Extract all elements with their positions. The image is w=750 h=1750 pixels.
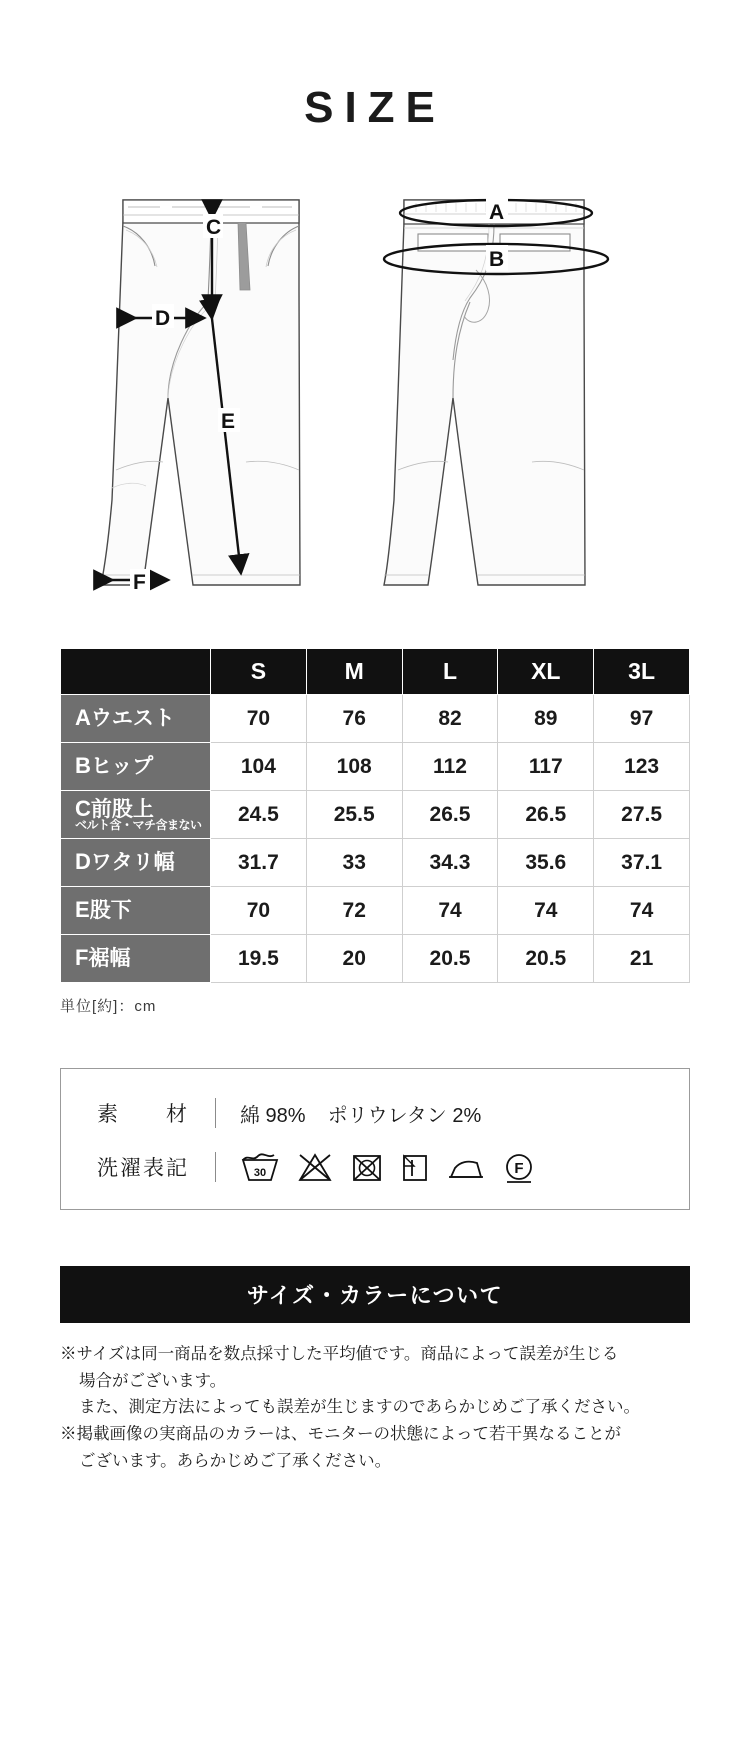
cell-waist-XL: 89 <box>498 695 594 743</box>
row-letter: F <box>75 945 89 971</box>
cell-rise-S: 24.5 <box>211 791 307 839</box>
row-letter: D <box>75 849 91 875</box>
cell-hip-XL: 117 <box>498 743 594 791</box>
row-letter: C <box>75 796 91 822</box>
label-E: E <box>221 410 236 433</box>
cell-thigh-M: 33 <box>306 839 402 887</box>
row-name: ウエスト <box>90 707 175 731</box>
cell-hem-S: 19.5 <box>211 935 307 983</box>
material-row <box>61 1091 689 1135</box>
notice-line-3: また、測定方法によっても誤差が生じますのであらかじめご了承ください。 <box>79 1398 640 1417</box>
col-header-3L: 3L <box>594 649 690 695</box>
cell-waist-3L: 97 <box>594 695 690 743</box>
no-bleach-icon <box>296 1150 334 1184</box>
cell-inseam-S: 70 <box>211 887 307 935</box>
table-row <box>61 695 690 743</box>
table-row <box>61 935 690 983</box>
notice-heading: サイズ・カラーについて <box>60 1266 690 1323</box>
care-label: 洗濯表記 <box>97 1157 189 1180</box>
label-B: B <box>489 248 505 271</box>
label-A: A <box>489 201 505 224</box>
dryclean-f-icon <box>502 1150 536 1184</box>
col-header-M: M <box>306 649 402 695</box>
row-header-waist <box>61 695 211 743</box>
table-row <box>61 743 690 791</box>
col-header-L: L <box>402 649 498 695</box>
no-tumble-dry-icon <box>350 1150 384 1184</box>
front-view <box>101 200 300 585</box>
divider <box>215 1152 216 1182</box>
notice-line-4: ※掲載画像の実商品のカラーは、モニターの状態によって若干異なることが <box>60 1425 621 1444</box>
cell-hip-M: 108 <box>306 743 402 791</box>
size-table-wrap <box>60 648 690 1016</box>
row-header-front-rise <box>61 791 211 839</box>
row-header-hip <box>61 743 211 791</box>
col-header-S: S <box>211 649 307 695</box>
cell-waist-M: 76 <box>306 695 402 743</box>
svg-text:30: 30 <box>253 1167 267 1179</box>
cell-hem-XL: 20.5 <box>498 935 594 983</box>
divider <box>215 1098 216 1128</box>
care-row <box>61 1145 689 1189</box>
cell-hem-3L: 21 <box>594 935 690 983</box>
cell-hip-S: 104 <box>211 743 307 791</box>
cell-waist-L: 82 <box>402 695 498 743</box>
row-name: ワタリ幅 <box>90 851 175 875</box>
svg-text:F: F <box>514 1160 524 1177</box>
row-subnote: ベルト含・マチ含まない <box>75 818 202 833</box>
notice-line-1: ※サイズは同一商品を数点採寸した平均値です。商品によって誤差が生じる <box>60 1345 619 1363</box>
row-letter: A <box>75 705 91 731</box>
cell-inseam-L: 74 <box>402 887 498 935</box>
cell-hem-L: 20.5 <box>402 935 498 983</box>
cell-thigh-XL: 35.6 <box>498 839 594 887</box>
row-header-inseam <box>61 887 211 935</box>
cell-waist-S: 70 <box>211 695 307 743</box>
cell-hip-L: 112 <box>402 743 498 791</box>
row-header-thigh <box>61 839 211 887</box>
notice-line-5: ございます。あらかじめご了承ください。 <box>79 1451 392 1470</box>
row-letter: B <box>75 753 91 779</box>
cell-rise-M: 25.5 <box>306 791 402 839</box>
cell-thigh-3L: 37.1 <box>594 839 690 887</box>
row-header-hem <box>61 935 211 983</box>
cell-thigh-L: 34.3 <box>402 839 498 887</box>
table-row <box>61 791 690 839</box>
cell-thigh-S: 31.7 <box>211 839 307 887</box>
size-table <box>60 648 690 983</box>
cell-hem-M: 20 <box>306 935 402 983</box>
drip-dry-in-shade-icon <box>400 1150 430 1184</box>
table-row <box>61 887 690 935</box>
garment-illustration <box>0 170 750 640</box>
cell-rise-L: 26.5 <box>402 791 498 839</box>
material-care-box <box>60 1068 690 1210</box>
material-polyurethane: ポリウレタン 2% <box>327 1104 482 1127</box>
cell-inseam-3L: 74 <box>594 887 690 935</box>
cell-rise-3L: 27.5 <box>594 791 690 839</box>
row-name: 股下 <box>89 899 132 923</box>
cell-inseam-M: 72 <box>306 887 402 935</box>
page-title: SIZE <box>304 83 446 132</box>
col-header-XL: XL <box>498 649 594 695</box>
notice-body <box>60 1341 690 1475</box>
iron-low-icon <box>446 1150 486 1184</box>
row-name: 前股上 <box>90 798 154 822</box>
row-letter: E <box>75 897 90 923</box>
pants-diagram-svg <box>0 170 750 640</box>
label-F: F <box>133 571 146 594</box>
back-view <box>384 200 585 585</box>
unit-note: 単位[約]：cm <box>60 998 157 1015</box>
cell-inseam-XL: 74 <box>498 887 594 935</box>
material-value <box>240 1099 481 1128</box>
wash-30-icon <box>240 1150 280 1184</box>
notice-line-2: 場合がございます。 <box>79 1371 227 1390</box>
table-header-row <box>61 649 690 695</box>
material-cotton: 綿 98% <box>240 1104 306 1127</box>
table-corner-cell <box>61 649 211 695</box>
row-name: 裾幅 <box>88 947 131 971</box>
cell-hip-3L: 123 <box>594 743 690 791</box>
material-label: 素 材 <box>97 1103 189 1126</box>
label-C: C <box>206 216 222 239</box>
care-icon-list <box>240 1150 536 1184</box>
cell-rise-XL: 26.5 <box>498 791 594 839</box>
label-D: D <box>155 307 171 330</box>
row-name: ヒップ <box>90 755 154 779</box>
table-row <box>61 839 690 887</box>
